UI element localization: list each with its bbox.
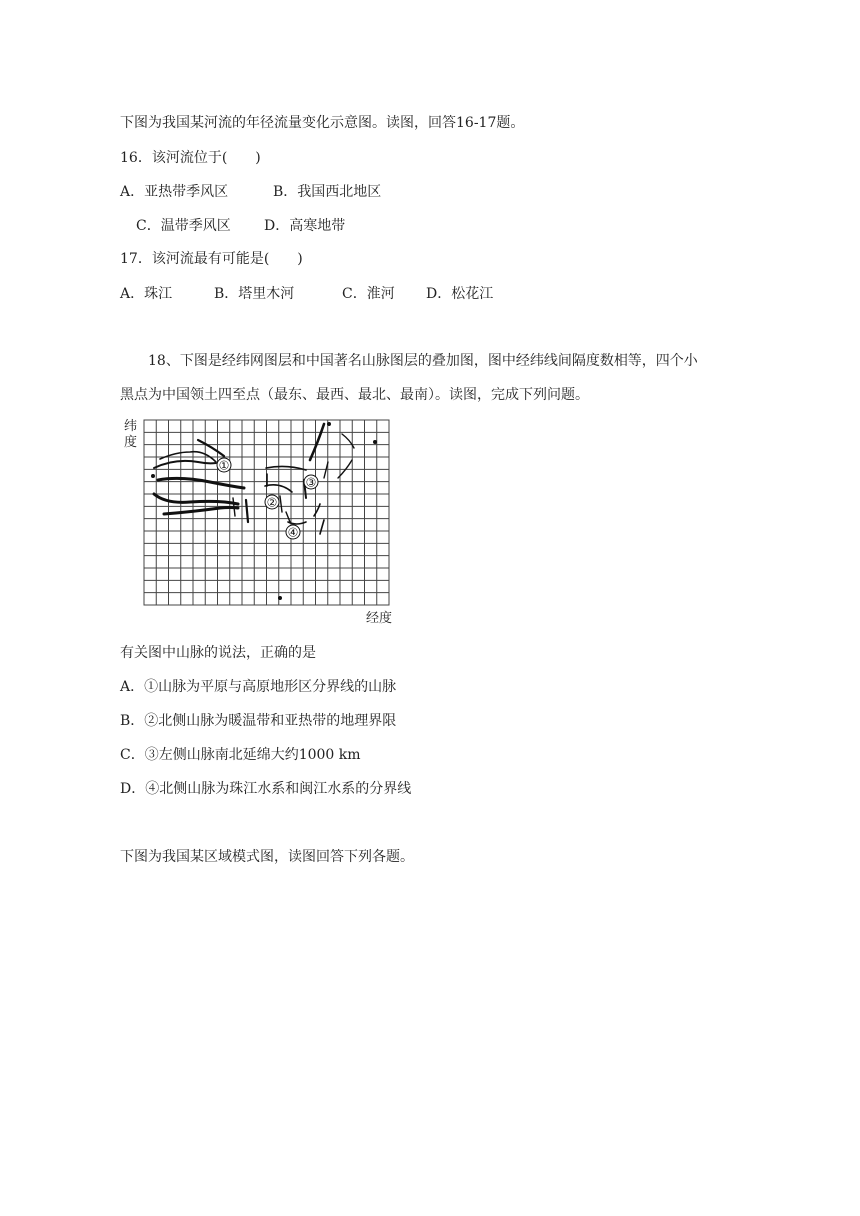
y-axis-label-2: 度 [124, 435, 138, 450]
marker-4: ④ [287, 525, 299, 540]
q16-option-b[interactable]: B．我国西北地区 [273, 184, 382, 200]
q18-option-a[interactable]: A．①山脉为平原与高原地形区分界线的山脉 [120, 679, 397, 695]
q16-option-d[interactable]: D．高寒地带 [264, 218, 346, 234]
q16-option-a[interactable]: A．亚热带季风区 [120, 184, 229, 200]
q18-question: 有关图中山脉的说法，正确的是 [120, 645, 316, 661]
q18-option-b[interactable]: B．②北侧山脉为暖温带和亚热带的地理界限 [120, 713, 397, 729]
q18-stem-line-1: 18、下图是经纬网图层和中国著名山脉图层的叠加图，图中经纬线间隔度数相等，四个小 [148, 353, 698, 369]
range-4-left [286, 512, 290, 522]
q17-option-b[interactable]: B．塔里木河 [214, 286, 295, 302]
range-4-right-1 [314, 504, 320, 516]
q16-options-row-1 [120, 181, 381, 201]
marker-2: ② [266, 495, 278, 510]
q17-options [120, 283, 493, 303]
range-2-vert [280, 496, 282, 512]
range-4-right-2 [320, 520, 324, 534]
next-intro-text: 下图为我国某区域模式图，读图回答下列各题。 [120, 849, 414, 865]
range-himalaya [164, 508, 238, 515]
range-kunlun [154, 494, 238, 504]
range-1-left [154, 461, 216, 468]
x-axis-label: 经度 [366, 611, 393, 626]
range-4-north [288, 522, 306, 524]
northernmost-point [327, 422, 331, 426]
marker-3: ③ [305, 475, 317, 490]
q17-option-c[interactable]: C．淮河 [342, 286, 395, 302]
q17-stem: 17．该河流最有可能是( ) [120, 251, 303, 267]
range-tianshan [158, 478, 244, 488]
q16-option-c[interactable]: C．温带季风区 [136, 218, 231, 234]
range-vertical-1 [233, 498, 235, 516]
q18-option-d[interactable]: D．④北侧山脉为珠江水系和闽江水系的分界线 [120, 781, 412, 797]
q18-stem-line-2: 黑点为中国领土四至点（最东、最西、最北、最南）。读图，完成下列问题。 [120, 387, 589, 403]
easternmost-point [373, 440, 377, 444]
q18-option-c[interactable]: C．③左侧山脉南北延绵大约1000 km [120, 747, 361, 763]
westernmost-point [151, 474, 155, 478]
q16-options-row-2 [136, 215, 345, 235]
southernmost-point [278, 596, 282, 600]
range-taihang [310, 424, 324, 460]
y-axis-label-1: 纬 [124, 419, 138, 434]
q16-stem: 16．该河流位于( ) [120, 150, 261, 166]
marker-1: ① [218, 458, 230, 473]
intro-text: 下图为我国某河流的年径流量变化示意图。读图，回答16-17题。 [120, 115, 525, 131]
mountain-grid-figure [120, 412, 400, 630]
q17-option-a[interactable]: A．珠江 [120, 286, 173, 302]
q17-option-d[interactable]: D．松花江 [426, 286, 494, 302]
